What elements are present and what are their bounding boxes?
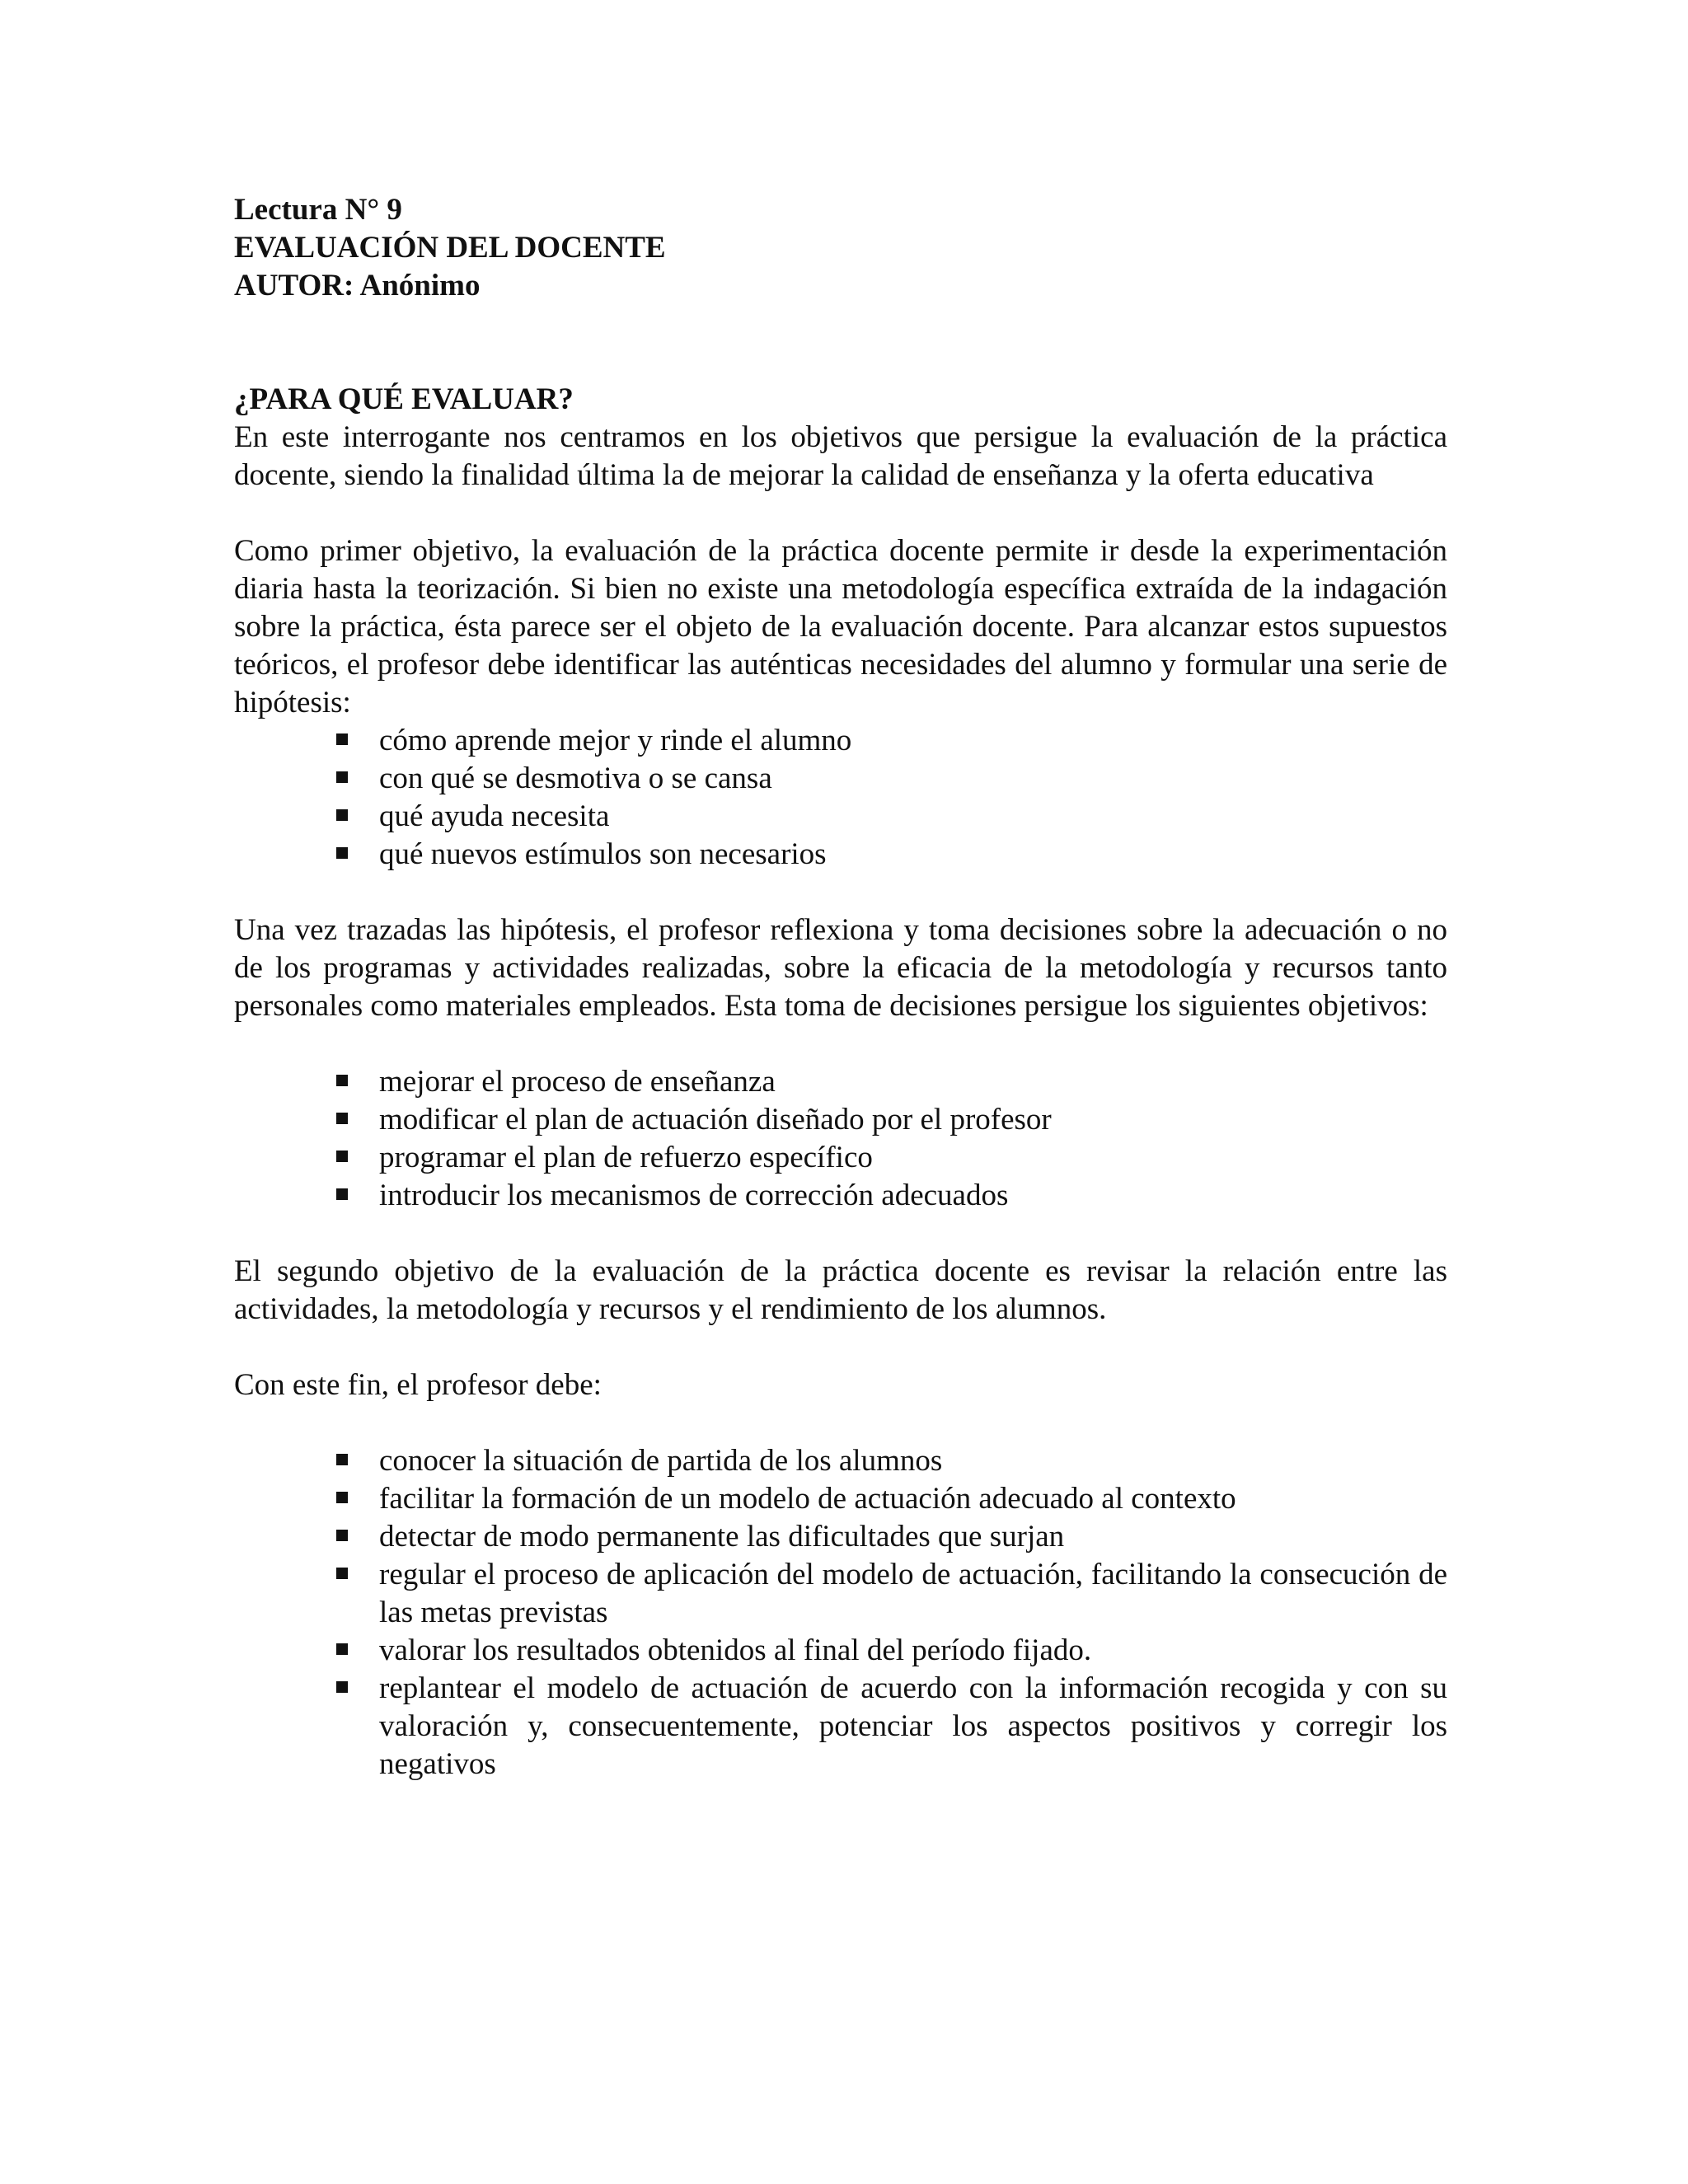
paragraph-first-objective: Como primer objetivo, la evaluación de la práctica docente permite ir desde la experimentación diaria hasta la teorización. Si bien no existe una metodología específica extraída de la indagación sobre la práctica, ésta parece ser el objeto de la evaluación docente. Para alcanzar estos supuestos teóricos, el profesor debe identificar las auténticas necesidades del alumno y formular una serie de hipótesis: [234,534,1447,719]
square-bullet-icon [336,1681,348,1693]
document-page [234,191,1447,1783]
list-item: regular el proceso de aplicación del modelo de actuación, facilitando la consecución de las metas previstas [379,1556,1447,1632]
square-bullet-icon [336,1188,348,1200]
document-author: AUTOR: Anónimo [234,269,481,302]
square-bullet-icon [336,847,348,859]
list-item: replantear el modelo de actuación de acuerdo con la información recogida y con su valoración y, consecuentemente, potenciar los aspectos positivos y corregir los negativos [379,1670,1447,1783]
list-item: valorar los resultados obtenidos al final del período fijado. [379,1632,1447,1670]
square-bullet-icon [336,1113,348,1124]
list-item: qué ayuda necesita [379,798,1447,836]
reading-number: Lectura N° 9 [234,193,402,227]
paragraph-decisions: Una vez trazadas las hipótesis, el profesor reflexiona y toma decisiones sobre la adecuación o no de los programas y actividades realizadas, sobre la eficacia de la metodología y recursos tanto personales como materiales empleados. Esta toma de decisiones persigue los siguientes objetivos: [234,913,1447,1023]
list-item: facilitar la formación de un modelo de actuación adecuado al contexto [379,1480,1447,1518]
section-title: ¿PARA QUÉ EVALUAR? [234,382,574,416]
list-item: detectar de modo permanente las dificultades que surjan [379,1518,1447,1556]
document-header [234,191,1447,305]
paragraph-teacher-must: Con este fin, el profesor debe: [234,1368,602,1402]
list-item: con qué se desmotiva o se cansa [379,760,1447,798]
list-item: mejorar el proceso de enseñanza [379,1063,1447,1101]
square-bullet-icon [336,1643,348,1655]
square-bullet-icon [336,1530,348,1541]
list-item: qué nuevos estímulos son necesarios [379,836,1447,874]
decision-objectives-list [234,1063,1447,1215]
document-title: EVALUACIÓN DEL DOCENTE [234,231,666,265]
square-bullet-icon [336,1151,348,1162]
teacher-tasks-list [234,1442,1447,1783]
square-bullet-icon [336,1075,348,1086]
list-item: modificar el plan de actuación diseñado por el profesor [379,1101,1447,1139]
square-bullet-icon [336,1454,348,1465]
square-bullet-icon [336,771,348,783]
intro-paragraph: En este interrogante nos centramos en los objetivos que persigue la evaluación de la práctica docente, siendo la finalidad última la de mejorar la calidad de enseñanza y la oferta educativa [234,420,1447,492]
hypotheses-list [234,722,1447,874]
list-item: programar el plan de refuerzo específico [379,1139,1447,1177]
list-item: cómo aprende mejor y rinde el alumno [379,722,1447,760]
paragraph-second-objective: El segundo objetivo de la evaluación de la práctica docente es revisar la relación entre las actividades, la metodología y recursos y el rendimiento de los alumnos. [234,1254,1447,1326]
square-bullet-icon [336,809,348,821]
list-item: conocer la situación de partida de los alumnos [379,1442,1447,1480]
list-item: introducir los mecanismos de corrección adecuados [379,1177,1447,1215]
square-bullet-icon [336,1568,348,1579]
square-bullet-icon [336,1492,348,1503]
square-bullet-icon [336,733,348,745]
